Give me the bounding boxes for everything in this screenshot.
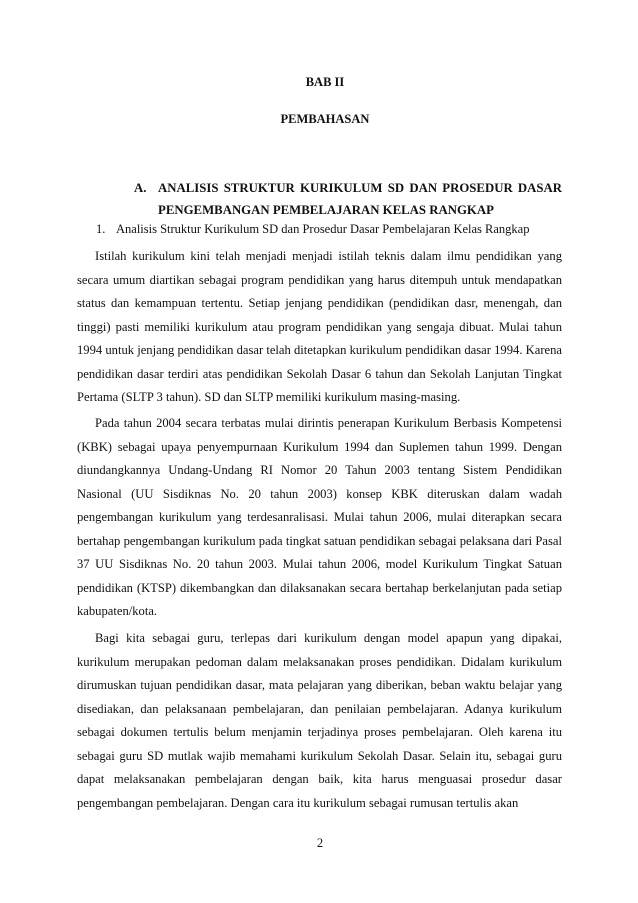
section-title-line2: PENGEMBANGAN PEMBELAJARAN KELAS RANGKAP — [158, 203, 494, 217]
chapter-number: BAB II — [305, 75, 345, 89]
chapter-title: PEMBAHASAN — [280, 112, 370, 126]
subsection-heading — [96, 220, 566, 238]
subsection-number: 1. — [96, 222, 106, 236]
section-title-line1: ANALISIS STRUKTUR KURIKULUM SD DAN PROSEDUR DASAR — [158, 181, 562, 195]
section-letter: A. — [134, 181, 147, 195]
body-paragraph-2: Pada tahun 2004 secara terbatas mulai dirintis penerapan Kurikulum Berbasis Kompetensi (KBK) sebagai upaya penyempurnaan Kurikulum 1994 dan Suplemen tahun 1999. Dengan diundangkannya Undang-Undang RI Nomor 20 Tahun 2003 tentang Sistem Pendidikan Nasional (UU Sisdiknas No. 20 tahun 2003) konsep KBK diteruskan dalam wadah pengembangan kurikulum yang terdesanralisasi. Mulai tahun 2006, mulai diterapkan secara bertahap pengembangan kurikulum pada tingkat satuan pendidikan sebagai pelaksana dari Pasal 37 UU Sisdiknas No. 20 tahun 2003. Mulai tahun 2006, model Kurikulum Tingkat Satuan pendidikan (KTSP) dikembangkan dan dilaksanakan secara bertahap berkelanjutan pada setiap kabupaten/kota. — [77, 416, 562, 618]
body-paragraph-3: Bagi kita sebagai guru, terlepas dari kurikulum dengan model apapun yang dipakai, kurikulum merupakan pedoman dalam melaksanakan proses pendidikan. Didalam kurikulum dirumuskan tujuan pendidikan dasar, mata pelajaran yang diberikan, beban waktu belajar yang disediakan, dan pelaksanaan pembelajaran, dan penilaian pembelajaran. Adanya kurikulum sebagai dokumen tertulis belum menjamin terjadinya proses pembelajaran. Oleh karena itu sebagai guru SD mutlak wajib memahami kurikulum Sekolah Dasar. Selain itu, sebagai guru dapat melaksanakan pembelajaran dengan baik, kita harus menguasai prosedur dasar pengembangan pembelajaran. Dengan cara itu kurikulum sebagai rumusan tertulis akan — [77, 631, 562, 810]
page-number: 2 — [316, 836, 324, 850]
section-heading-line1 — [134, 177, 562, 199]
subsection-title: Analisis Struktur Kurikulum SD dan Prosedur Dasar Pembelajaran Kelas Rangkap — [116, 222, 530, 236]
body-paragraph-1: Istilah kurikulum kini telah menjadi menjadi istilah teknis dalam ilmu pendidikan yang secara umum diartikan sebagai program pendidikan yang harus ditempuh untuk mendapatkan status dan kemampuan tertentu. Setiap jenjang pendidikan (pendidikan dasr, menengah, dan tinggi) pasti memiliki kurikulum atau program pendidikan yang sengaja dibuat. Mulai tahun 1994 untuk jenjang pendidikan dasar telah ditetapkan kurikulum pendidikan dasar 1994. Karena pendidikan dasar terdiri atas pendidikan Sekolah Dasar 6 tahun dan Sekolah Lanjutan Tingkat Pertama (SLTP 3 tahun). SD dan SLTP memiliki kurikulum masing-masing. — [77, 249, 562, 404]
section-heading — [134, 177, 562, 221]
